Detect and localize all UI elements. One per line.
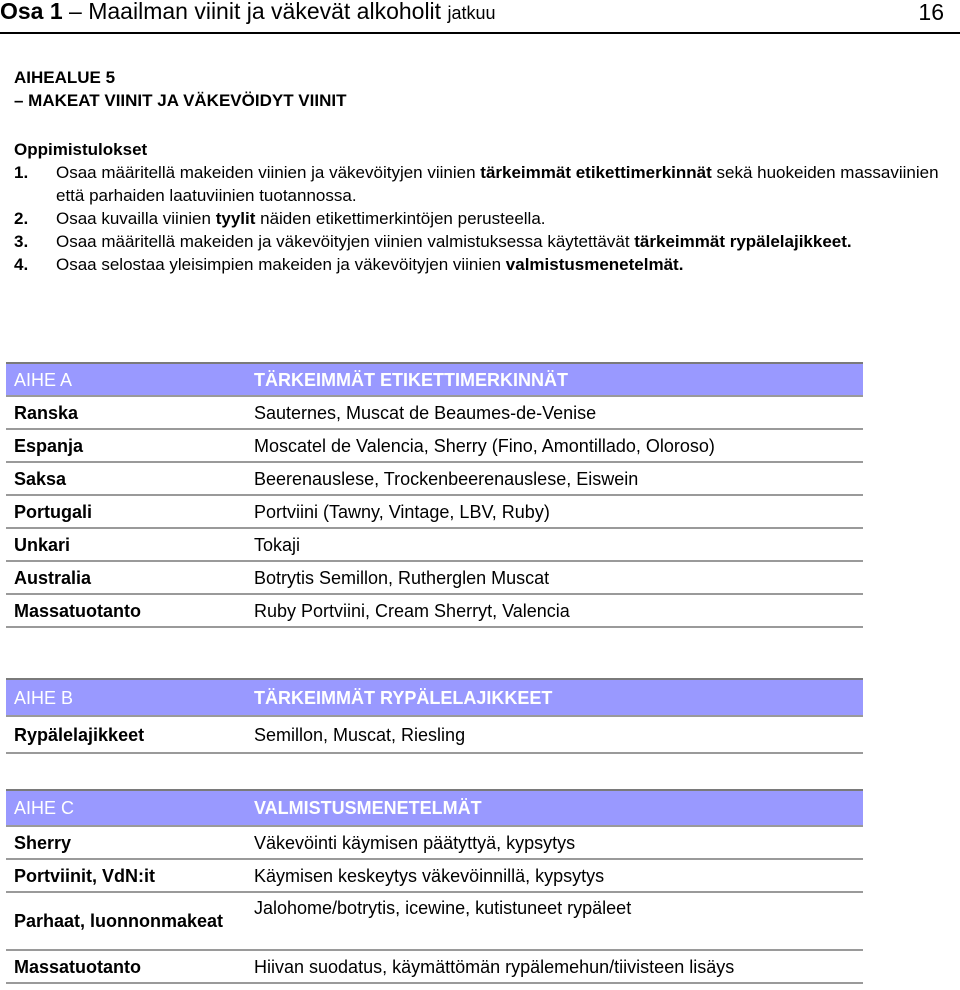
country-cell: Australia [6,561,246,594]
table-row [6,892,863,950]
method-cell: Jalohome/botrytis, icewine, kutistuneet rypäleet [246,892,863,950]
wine-type-cell: Parhaat, luonnonmakeat [6,892,246,950]
table-row [6,826,863,859]
chapter-title: Maailman viinit ja väkevät alkoholit [88,0,442,24]
label-terms-cell: Sauternes, Muscat de Beaumes-de-Venise [246,396,863,429]
table-row [6,561,863,594]
header-title [0,0,496,25]
outcome-item [14,253,949,276]
label-terms-cell: Botrytis Semillon, Rutherglen Muscat [246,561,863,594]
topic-area-heading [14,66,346,112]
method-cell: Hiivan suodatus, käymättömän rypälemehun/tiivisteen lisäys [246,950,863,983]
outcome-text: Osaa määritellä makeiden ja väkevöityjen viinien valmistuksessa käytettävät [56,232,635,251]
topic-c-label: AIHE C [6,790,246,826]
country-cell: Saksa [6,462,246,495]
topic-b-column-title: TÄRKEIMMÄT RYPÄLELAJIKKEET [246,679,863,716]
outcome-number: 1. [14,163,29,182]
table-row [6,429,863,462]
topic-c-table [6,789,863,984]
table-header-row [6,679,863,716]
outcome-item [14,230,949,253]
topic-a-column-title: TÄRKEIMMÄT ETIKETTIMERKINNÄT [246,363,863,396]
outcome-list [14,161,949,276]
learning-outcomes [14,138,949,276]
method-cell: Väkevöinti käymisen päätyttyä, kypsytys [246,826,863,859]
wine-type-cell: Massatuotanto [6,950,246,983]
grape-category-cell: Rypälelajikkeet [6,716,246,753]
table-header-row [6,790,863,826]
learning-outcomes-title: Oppimistulokset [14,140,148,159]
wine-type-cell: Portviinit, VdN:it [6,859,246,892]
table-row [6,528,863,561]
continued-label: jatkuu [447,3,496,23]
topic-a-table [6,362,863,628]
country-cell: Massatuotanto [6,594,246,627]
country-cell: Unkari [6,528,246,561]
outcome-number: 2. [14,209,29,228]
outcome-text: Osaa selostaa yleisimpien makeiden ja väkevöityjen viinien [56,255,506,274]
topic-b-label: AIHE B [6,679,246,716]
page-number: 16 [918,0,944,25]
outcome-item [14,161,949,207]
table-row [6,716,863,753]
outcome-text: Osaa määritellä makeiden viinien ja väkevöityjen viinien [56,163,481,182]
label-terms-cell: Beerenauslese, Trockenbeerenauslese, Eiswein [246,462,863,495]
country-cell: Ranska [6,396,246,429]
part-label: Osa 1 [0,0,63,24]
country-cell: Portugali [6,495,246,528]
wine-type-cell: Sherry [6,826,246,859]
label-terms-cell: Portviini (Tawny, Vintage, LBV, Ruby) [246,495,863,528]
table-row [6,462,863,495]
table-row [6,950,863,983]
header-dash: – [69,0,82,24]
table-row [6,396,863,429]
outcome-emphasis: tärkeimmät etikettimerkinnät [480,163,712,182]
topic-b-table [6,678,863,754]
area-title: – MAKEAT VIINIT JA VÄKEVÖIDYT VIINIT [14,91,347,110]
page-header [0,0,960,34]
outcome-emphasis: tyylit [215,209,256,228]
outcome-text: Osaa kuvailla viinien [56,209,216,228]
label-terms-cell: Tokaji [246,528,863,561]
outcome-number: 4. [14,255,29,274]
table-header-row [6,363,863,396]
outcome-item [14,207,949,230]
topic-c-column-title: VALMISTUSMENETELMÄT [246,790,863,826]
table-row [6,495,863,528]
table-row [6,859,863,892]
method-cell: Käymisen keskeytys väkevöinnillä, kypsytys [246,859,863,892]
outcome-text: näiden etikettimerkintöjen perusteella. [255,209,546,228]
outcome-emphasis: tärkeimmät rypälelajikkeet. [634,232,852,251]
outcome-text: sekä huokeiden massaviinien että parhaiden laatuviinien tuotannossa. [56,163,939,205]
area-number: AIHEALUE 5 [14,68,116,87]
outcome-number: 3. [14,232,29,251]
outcome-emphasis: valmistusmenetelmät. [505,255,684,274]
label-terms-cell: Moscatel de Valencia, Sherry (Fino, Amontillado, Oloroso) [246,429,863,462]
country-cell: Espanja [6,429,246,462]
label-terms-cell: Ruby Portviini, Cream Sherryt, Valencia [246,594,863,627]
topic-a-label: AIHE A [6,363,246,396]
grape-varieties-cell: Semillon, Muscat, Riesling [246,716,863,753]
table-row [6,594,863,627]
